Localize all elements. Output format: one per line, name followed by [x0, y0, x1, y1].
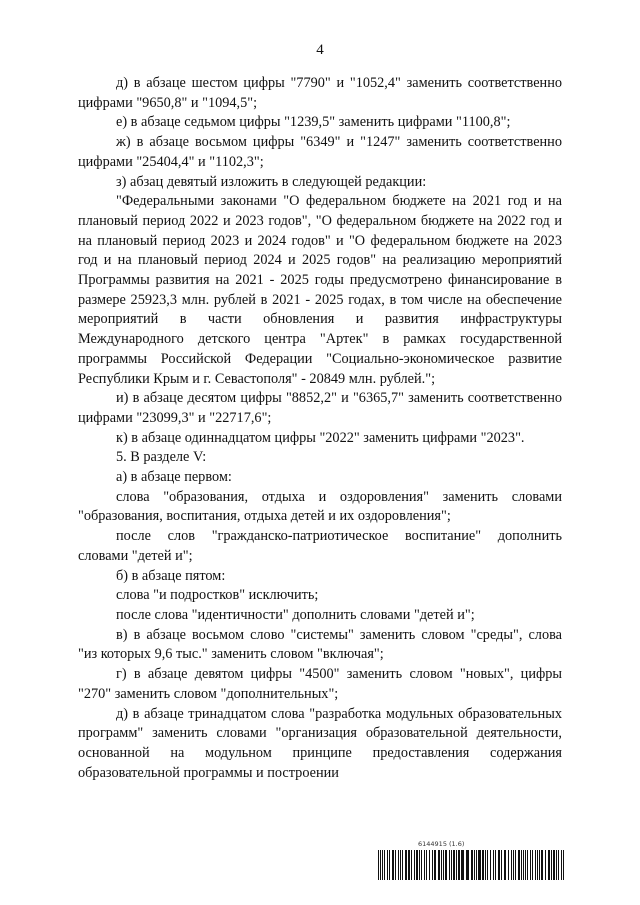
page-number: 4	[316, 42, 324, 58]
paragraph: и) в абзаце десятом цифры "8852,2" и "6365,7" заменить соответственно цифрами "23099,3" и "22717,6";	[78, 390, 562, 426]
paragraph-quoted: "Федеральными законами "О федеральном бюджете на 2021 год и на плановый период 2022 и 2023 годов", "О федеральном бюджете на 2022 год и на плановый период 2023 и 2024 годов" и "О федеральном бюджете на 2023 год и на плановый период 2024 и 2025 годов" на реализацию мероприятий Программы развития на 2021 - 2025 годы предусмотрено финансирование в размере 25923,3 млн. рублей в 2021 - 2025 годах, в том числе на обеспечение мероприятий в части обновления и развития инфраструктуры Международного детского центра "Артек" в рамках государственной программы Российской Федерации "Социально-экономическое развитие Республики Крым и г. Севастополя" - 20849 млн. рублей.";	[78, 193, 562, 387]
paragraph: ж) в абзаце восьмом цифры "6349" и "1247" заменить соответственно цифрами "25404,4" и "1102,3";	[78, 134, 562, 170]
paragraph: з) абзац девятый изложить в следующей редакции:	[116, 173, 427, 190]
paragraph: слова "и подростков" исключить;	[116, 587, 319, 604]
paragraph: д) в абзаце шестом цифры "7790" и "1052,4" заменить соответственно цифрами "9650,8" и "1094,5";	[78, 75, 562, 111]
paragraph: к) в абзаце одиннадцатом цифры "2022" заменить цифрами "2023".	[116, 429, 525, 446]
paragraph: а) в абзаце первом:	[116, 469, 232, 486]
barcode-icon	[378, 850, 564, 880]
document-body	[78, 74, 562, 783]
document-code: 6144915 (1.6)	[418, 840, 465, 848]
section-heading: 5. В разделе V:	[116, 449, 207, 466]
paragraph: е) в абзаце седьмом цифры "1239,5" заменить цифрами "1100,8";	[116, 114, 511, 131]
paragraph: после слова "идентичности" дополнить словами "детей и";	[116, 606, 475, 623]
paragraph: после слов "гражданско-патриотическое воспитание" дополнить словами "детей и";	[78, 528, 562, 564]
paragraph: в) в абзаце восьмом слово "системы" заменить словом "среды", слова "из которых 9,6 тыс." заменить словом "включая";	[78, 626, 562, 663]
paragraph: слова "образования, отдыха и оздоровления" заменить словами "образования, воспитания, отдыха детей и их оздоровления";	[78, 488, 562, 525]
paragraph: б) в абзаце пятом:	[116, 567, 226, 584]
paragraph: г) в абзаце девятом цифры "4500" заменить словом "новых", цифры "270" заменить словом "дополнительных";	[78, 666, 562, 702]
paragraph: д) в абзаце тринадцатом слова "разработка модульных образовательных программ" заменить словами "организация образовательной деятельности, основанной на модульном принципе предоставления содержания образовательной программы и построении	[78, 705, 562, 781]
